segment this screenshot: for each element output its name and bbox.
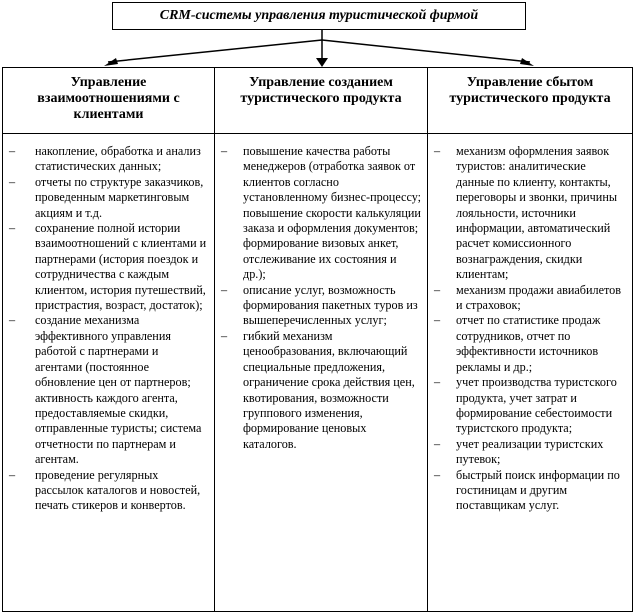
list-item: – проведение регулярных рассылок каталогов и новостей, печать стикеров и конвертов. [9, 467, 201, 513]
bullet-dash: – [434, 467, 441, 482]
column-client-relations [3, 68, 214, 611]
bullet-dash: – [9, 467, 16, 482]
connector-left [108, 40, 322, 62]
list-item: – гибкий механизм ценообразования, включающий специальные предложения, ограничение срока действия цен, квотирования, возможности группового изменения, формирование ценовых каталогов. [221, 328, 415, 451]
list-item: – учет реализации туристских путевок; [434, 436, 604, 467]
column-heading: Управление сбытом туристического продукта [428, 68, 632, 134]
list-item: – быстрый поиск информации по гостиницам и другим поставщикам услуг. [434, 467, 620, 513]
list-item: – описание услуг, возможность формирования пакетных туров из вышеперечисленных услуг; [221, 282, 418, 328]
bullet-dash: – [9, 174, 16, 189]
item-list [215, 134, 427, 452]
categories-table [2, 67, 633, 612]
list-item: – механизм оформления заявок туристов: аналитические данные по клиенту, контакты, переговоры и звонки, причины лояльности, источники информации, автоматический расчет комиссионного вознаграждения, скидки клиентам; [434, 144, 618, 282]
bullet-dash: – [434, 375, 441, 390]
list-item: – механизм продажи авиабилетов и страховок; [434, 282, 622, 313]
list-item: – отчеты по структуре заказчиков, проведенным маркетинговым акциям и т.д. [9, 174, 204, 220]
bullet-dash: – [9, 221, 16, 236]
bullet-dash: – [434, 313, 441, 328]
column-product-creation [214, 68, 427, 611]
list-item: – сохранение полной истории взаимоотношений с клиентами и партнерами (история поездок и сотрудничества с каждым клиентом, история путешествий, пристрастия, возраст, достаток); [9, 221, 207, 313]
list-item: – повышение качества работы менеджеров (отработка заявок от клиентов согласно установленному бизнес-процессу; повышение скорости калькуляции заказа и оформления документов; формирование визовых анкет, отслеживание их состояния и др.); [221, 144, 422, 282]
connector-right [322, 40, 530, 62]
bullet-dash: – [434, 144, 441, 158]
arrowhead-center [316, 58, 328, 67]
list-item: – создание механизма эффективного управления работой с партнерами и агентами (постоянное обновление цен от партнеров; активность каждого агента, предоставляемые скидки, отправленные туристы; система отчетности по партнерам и агентам. [9, 313, 202, 467]
bullet-dash: – [221, 282, 228, 297]
list-item: – учет производства туристского продукта, учет затрат и формирование себестоимости туристского продукта; [434, 375, 617, 436]
list-item: – отчет по статистике продаж сотрудников, отчет по эффективности источников рекламы и др.; [434, 313, 601, 374]
arrowhead-right [520, 58, 534, 66]
item-list [428, 134, 632, 514]
arrowhead-left [104, 58, 118, 66]
diagram-title: CRM-системы управления туристической фирмой [159, 8, 479, 23]
bullet-dash: – [434, 436, 441, 451]
column-heading: Управление взаимоотношениями с клиентами [3, 68, 214, 134]
bullet-dash: – [9, 144, 16, 158]
bullet-dash: – [221, 144, 228, 158]
item-list [3, 134, 214, 514]
column-sales-management [427, 68, 632, 611]
list-item: – накопление, обработка и анализ статистических данных; [9, 144, 201, 174]
bullet-dash: – [434, 282, 441, 297]
column-heading: Управление созданием туристического продукта [215, 68, 427, 134]
bullet-dash: – [221, 328, 228, 343]
bullet-dash: – [9, 313, 16, 328]
